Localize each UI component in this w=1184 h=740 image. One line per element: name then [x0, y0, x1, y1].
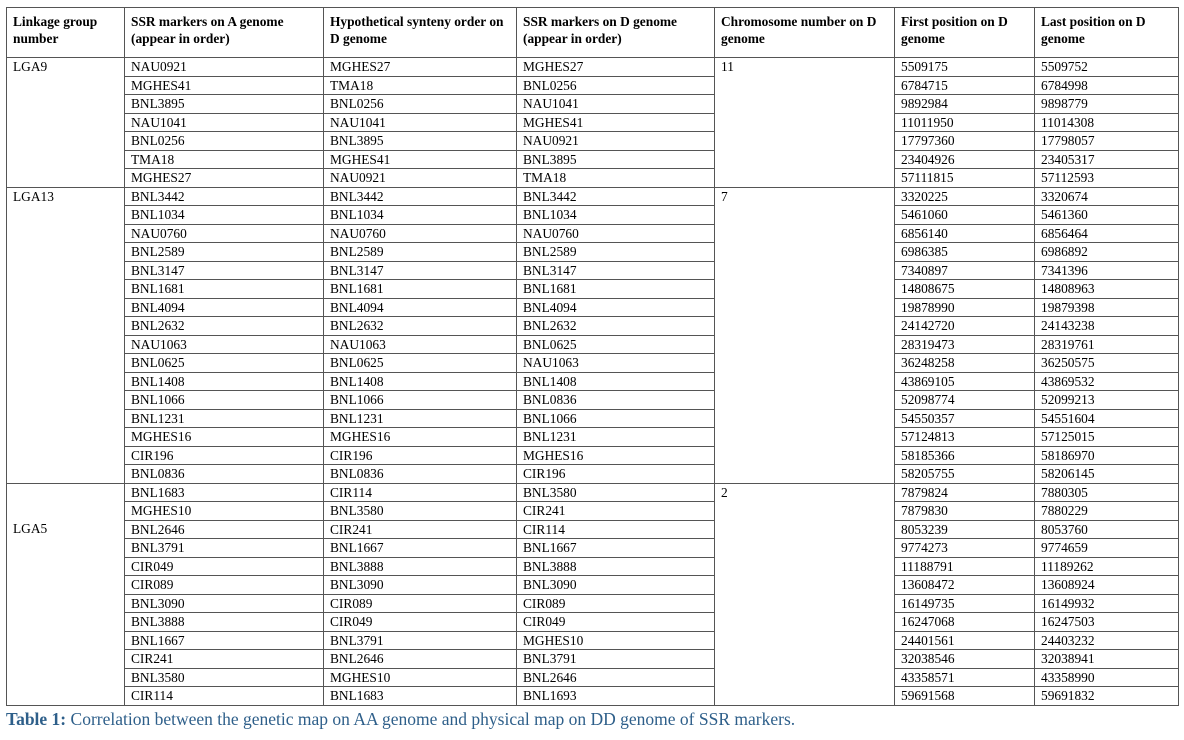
synteny-order-cell: BNL3888	[324, 557, 517, 576]
ssr-d-genome-cell: TMA18	[517, 169, 715, 188]
ssr-d-genome-cell: BNL3791	[517, 650, 715, 669]
ssr-d-genome-cell: BNL3895	[517, 150, 715, 169]
synteny-order-cell: MGHES27	[324, 58, 517, 77]
synteny-order-cell: BNL4094	[324, 298, 517, 317]
first-position-cell: 58185366	[895, 446, 1035, 465]
ssr-d-genome-cell: BNL1066	[517, 409, 715, 428]
ssr-a-genome-cell: NAU0921	[125, 58, 324, 77]
synteny-order-cell: BNL3895	[324, 132, 517, 151]
ssr-d-genome-cell: BNL1408	[517, 372, 715, 391]
synteny-order-cell: BNL3147	[324, 261, 517, 280]
table-row	[7, 243, 1179, 262]
first-position-cell: 36248258	[895, 354, 1035, 373]
synteny-order-cell: MGHES10	[324, 668, 517, 687]
ssr-a-genome-cell: NAU1063	[125, 335, 324, 354]
first-position-cell: 9774273	[895, 539, 1035, 558]
ssr-d-genome-cell: BNL0256	[517, 76, 715, 95]
last-position-cell: 58206145	[1035, 465, 1179, 484]
synteny-order-cell: BNL1034	[324, 206, 517, 225]
table-header	[7, 8, 1179, 58]
last-position-cell: 43358990	[1035, 668, 1179, 687]
header-chromosome-number: Chromosome number on D genome	[715, 8, 895, 58]
last-position-cell: 5509752	[1035, 58, 1179, 77]
caption-label: Table 1:	[6, 708, 67, 729]
ssr-a-genome-cell: CIR089	[125, 576, 324, 595]
table-row	[7, 280, 1179, 299]
first-position-cell: 17797360	[895, 132, 1035, 151]
last-position-cell: 5461360	[1035, 206, 1179, 225]
ssr-a-genome-cell: BNL2589	[125, 243, 324, 262]
table-row	[7, 539, 1179, 558]
first-position-cell: 7340897	[895, 261, 1035, 280]
first-position-cell: 28319473	[895, 335, 1035, 354]
ssr-a-genome-cell: BNL1066	[125, 391, 324, 410]
ssr-a-genome-cell: NAU0760	[125, 224, 324, 243]
ssr-a-genome-cell: BNL3791	[125, 539, 324, 558]
table-caption	[6, 709, 1178, 730]
table-row	[7, 317, 1179, 336]
table-row	[7, 169, 1179, 188]
last-position-cell: 9898779	[1035, 95, 1179, 114]
synteny-order-cell: BNL1667	[324, 539, 517, 558]
ssr-d-genome-cell: CIR049	[517, 613, 715, 632]
ssr-d-genome-cell: BNL3580	[517, 483, 715, 502]
last-position-cell: 16149932	[1035, 594, 1179, 613]
first-position-cell: 7879824	[895, 483, 1035, 502]
table-row	[7, 409, 1179, 428]
caption-text: Correlation between the genetic map on AA genome and physical map on DD genome of SSR markers.	[66, 708, 796, 729]
first-position-cell: 16247068	[895, 613, 1035, 632]
ssr-a-genome-cell: BNL3442	[125, 187, 324, 206]
ssr-d-genome-cell: CIR114	[517, 520, 715, 539]
first-position-cell: 24401561	[895, 631, 1035, 650]
table-row	[7, 391, 1179, 410]
ssr-d-genome-cell: BNL1667	[517, 539, 715, 558]
ssr-a-genome-cell: BNL2646	[125, 520, 324, 539]
last-position-cell: 43869532	[1035, 372, 1179, 391]
synteny-order-cell: NAU0921	[324, 169, 517, 188]
synteny-order-cell: CIR241	[324, 520, 517, 539]
last-position-cell: 6986892	[1035, 243, 1179, 262]
ssr-d-genome-cell: BNL1034	[517, 206, 715, 225]
ssr-d-genome-cell: MGHES27	[517, 58, 715, 77]
first-position-cell: 6986385	[895, 243, 1035, 262]
header-first-position: First position on D genome	[895, 8, 1035, 58]
table-row	[7, 372, 1179, 391]
ssr-a-genome-cell: BNL0625	[125, 354, 324, 373]
synteny-order-cell: CIR196	[324, 446, 517, 465]
ssr-d-genome-cell: MGHES41	[517, 113, 715, 132]
ssr-d-genome-cell: NAU1041	[517, 95, 715, 114]
last-position-cell: 36250575	[1035, 354, 1179, 373]
synteny-order-cell: NAU1063	[324, 335, 517, 354]
last-position-cell: 57125015	[1035, 428, 1179, 447]
table-row	[7, 76, 1179, 95]
last-position-cell: 14808963	[1035, 280, 1179, 299]
document	[6, 7, 1178, 730]
ssr-d-genome-cell: BNL2589	[517, 243, 715, 262]
synteny-order-cell: BNL0256	[324, 95, 517, 114]
synteny-order-cell: BNL0625	[324, 354, 517, 373]
table-row	[7, 631, 1179, 650]
last-position-cell: 58186970	[1035, 446, 1179, 465]
last-position-cell: 57112593	[1035, 169, 1179, 188]
chromosome-number-cell: 2	[715, 483, 895, 705]
table-body	[7, 58, 1179, 706]
first-position-cell: 8053239	[895, 520, 1035, 539]
synteny-order-cell: NAU1041	[324, 113, 517, 132]
synteny-order-cell: BNL3090	[324, 576, 517, 595]
table-row	[7, 594, 1179, 613]
synteny-order-cell: BNL1683	[324, 687, 517, 706]
ssr-a-genome-cell: BNL0836	[125, 465, 324, 484]
ssr-a-genome-cell: BNL0256	[125, 132, 324, 151]
first-position-cell: 11188791	[895, 557, 1035, 576]
ssr-d-genome-cell: BNL2632	[517, 317, 715, 336]
first-position-cell: 43358571	[895, 668, 1035, 687]
ssr-d-genome-cell: CIR241	[517, 502, 715, 521]
last-position-cell: 7341396	[1035, 261, 1179, 280]
first-position-cell: 43869105	[895, 372, 1035, 391]
ssr-a-genome-cell: BNL4094	[125, 298, 324, 317]
synteny-order-cell: CIR049	[324, 613, 517, 632]
first-position-cell: 52098774	[895, 391, 1035, 410]
first-position-cell: 23404926	[895, 150, 1035, 169]
ssr-d-genome-cell: BNL2646	[517, 668, 715, 687]
chromosome-number-cell: 11	[715, 58, 895, 188]
linkage-group-cell: LGA5	[7, 483, 125, 705]
ssr-a-genome-cell: BNL1231	[125, 409, 324, 428]
ssr-a-genome-cell: BNL1034	[125, 206, 324, 225]
ssr-a-genome-cell: TMA18	[125, 150, 324, 169]
ssr-d-genome-cell: MGHES10	[517, 631, 715, 650]
ssr-d-genome-cell: BNL1231	[517, 428, 715, 447]
synteny-order-cell: BNL2632	[324, 317, 517, 336]
header-row	[7, 8, 1179, 58]
header-last-position: Last position on D genome	[1035, 8, 1179, 58]
header-ssr-d-genome: SSR markers on D genome (appear in order)	[517, 8, 715, 58]
table-row	[7, 335, 1179, 354]
table-row	[7, 187, 1179, 206]
last-position-cell: 6856464	[1035, 224, 1179, 243]
table-row	[7, 687, 1179, 706]
first-position-cell: 57111815	[895, 169, 1035, 188]
table-row	[7, 298, 1179, 317]
synteny-order-cell: NAU0760	[324, 224, 517, 243]
last-position-cell: 17798057	[1035, 132, 1179, 151]
synteny-order-cell: CIR089	[324, 594, 517, 613]
first-position-cell: 59691568	[895, 687, 1035, 706]
table-row	[7, 206, 1179, 225]
header-linkage-group: Linkage group number	[7, 8, 125, 58]
synteny-order-cell: BNL2589	[324, 243, 517, 262]
first-position-cell: 3320225	[895, 187, 1035, 206]
table-row	[7, 576, 1179, 595]
first-position-cell: 57124813	[895, 428, 1035, 447]
table-row	[7, 261, 1179, 280]
ssr-d-genome-cell: BNL3888	[517, 557, 715, 576]
first-position-cell: 9892984	[895, 95, 1035, 114]
ssr-a-genome-cell: BNL3580	[125, 668, 324, 687]
table-row	[7, 446, 1179, 465]
ssr-a-genome-cell: MGHES41	[125, 76, 324, 95]
table-row	[7, 132, 1179, 151]
last-position-cell: 6784998	[1035, 76, 1179, 95]
first-position-cell: 13608472	[895, 576, 1035, 595]
ssr-d-genome-cell: BNL0836	[517, 391, 715, 410]
header-synteny-order: Hypothetical synteny order on D genome	[324, 8, 517, 58]
table-row	[7, 354, 1179, 373]
linkage-group-cell: LGA9	[7, 58, 125, 188]
ssr-a-genome-cell: CIR049	[125, 557, 324, 576]
header-ssr-a-genome: SSR markers on A genome (appear in order)	[125, 8, 324, 58]
synteny-order-cell: TMA18	[324, 76, 517, 95]
synteny-order-cell: BNL3442	[324, 187, 517, 206]
ssr-a-genome-cell: NAU1041	[125, 113, 324, 132]
first-position-cell: 16149735	[895, 594, 1035, 613]
last-position-cell: 32038941	[1035, 650, 1179, 669]
ssr-d-genome-cell: BNL1681	[517, 280, 715, 299]
last-position-cell: 9774659	[1035, 539, 1179, 558]
last-position-cell: 24143238	[1035, 317, 1179, 336]
table-row	[7, 150, 1179, 169]
table-row	[7, 557, 1179, 576]
first-position-cell: 54550357	[895, 409, 1035, 428]
ssr-d-genome-cell: NAU0921	[517, 132, 715, 151]
first-position-cell: 32038546	[895, 650, 1035, 669]
table-row	[7, 613, 1179, 632]
table-row	[7, 58, 1179, 77]
synteny-order-cell: BNL1066	[324, 391, 517, 410]
ssr-a-genome-cell: BNL1667	[125, 631, 324, 650]
synteny-order-cell: BNL2646	[324, 650, 517, 669]
table-row	[7, 95, 1179, 114]
first-position-cell: 58205755	[895, 465, 1035, 484]
synteny-order-cell: MGHES41	[324, 150, 517, 169]
ssr-a-genome-cell: BNL1408	[125, 372, 324, 391]
ssr-d-genome-cell: CIR196	[517, 465, 715, 484]
chromosome-number-cell: 7	[715, 187, 895, 483]
ssr-a-genome-cell: BNL1683	[125, 483, 324, 502]
last-position-cell: 11014308	[1035, 113, 1179, 132]
synteny-order-cell: BNL1681	[324, 280, 517, 299]
ssr-d-genome-cell: BNL3442	[517, 187, 715, 206]
ssr-a-genome-cell: BNL3090	[125, 594, 324, 613]
last-position-cell: 19879398	[1035, 298, 1179, 317]
ssr-d-genome-cell: NAU0760	[517, 224, 715, 243]
ssr-d-genome-cell: NAU1063	[517, 354, 715, 373]
table-row	[7, 465, 1179, 484]
first-position-cell: 7879830	[895, 502, 1035, 521]
ssr-a-genome-cell: BNL3147	[125, 261, 324, 280]
last-position-cell: 52099213	[1035, 391, 1179, 410]
ssr-a-genome-cell: BNL1681	[125, 280, 324, 299]
table-row	[7, 224, 1179, 243]
last-position-cell: 3320674	[1035, 187, 1179, 206]
ssr-d-genome-cell: BNL3090	[517, 576, 715, 595]
last-position-cell: 23405317	[1035, 150, 1179, 169]
ssr-a-genome-cell: CIR241	[125, 650, 324, 669]
synteny-order-cell: BNL1231	[324, 409, 517, 428]
ssr-a-genome-cell: MGHES27	[125, 169, 324, 188]
last-position-cell: 11189262	[1035, 557, 1179, 576]
ssr-a-genome-cell: BNL3895	[125, 95, 324, 114]
linkage-group-cell: LGA13	[7, 187, 125, 483]
first-position-cell: 11011950	[895, 113, 1035, 132]
first-position-cell: 5461060	[895, 206, 1035, 225]
last-position-cell: 59691832	[1035, 687, 1179, 706]
ssr-a-genome-cell: BNL2632	[125, 317, 324, 336]
ssr-d-genome-cell: BNL4094	[517, 298, 715, 317]
synteny-order-cell: BNL3791	[324, 631, 517, 650]
first-position-cell: 6784715	[895, 76, 1035, 95]
ssr-a-genome-cell: CIR114	[125, 687, 324, 706]
last-position-cell: 13608924	[1035, 576, 1179, 595]
last-position-cell: 24403232	[1035, 631, 1179, 650]
table-row	[7, 668, 1179, 687]
ssr-d-genome-cell: BNL3147	[517, 261, 715, 280]
synteny-order-cell: CIR114	[324, 483, 517, 502]
synteny-order-cell: MGHES16	[324, 428, 517, 447]
table-row	[7, 428, 1179, 447]
ssr-d-genome-cell: BNL0625	[517, 335, 715, 354]
ssr-a-genome-cell: BNL3888	[125, 613, 324, 632]
first-position-cell: 6856140	[895, 224, 1035, 243]
last-position-cell: 7880305	[1035, 483, 1179, 502]
last-position-cell: 8053760	[1035, 520, 1179, 539]
table-row	[7, 650, 1179, 669]
first-position-cell: 14808675	[895, 280, 1035, 299]
ssr-a-genome-cell: MGHES16	[125, 428, 324, 447]
synteny-order-cell: BNL0836	[324, 465, 517, 484]
first-position-cell: 5509175	[895, 58, 1035, 77]
ssr-marker-table	[6, 7, 1179, 706]
first-position-cell: 19878990	[895, 298, 1035, 317]
first-position-cell: 24142720	[895, 317, 1035, 336]
ssr-a-genome-cell: CIR196	[125, 446, 324, 465]
table-row	[7, 483, 1179, 502]
last-position-cell: 7880229	[1035, 502, 1179, 521]
last-position-cell: 16247503	[1035, 613, 1179, 632]
table-row	[7, 113, 1179, 132]
synteny-order-cell: BNL1408	[324, 372, 517, 391]
ssr-a-genome-cell: MGHES10	[125, 502, 324, 521]
synteny-order-cell: BNL3580	[324, 502, 517, 521]
ssr-d-genome-cell: BNL1693	[517, 687, 715, 706]
last-position-cell: 28319761	[1035, 335, 1179, 354]
ssr-d-genome-cell: CIR089	[517, 594, 715, 613]
ssr-d-genome-cell: MGHES16	[517, 446, 715, 465]
table-row	[7, 502, 1179, 521]
last-position-cell: 54551604	[1035, 409, 1179, 428]
table-row	[7, 520, 1179, 539]
